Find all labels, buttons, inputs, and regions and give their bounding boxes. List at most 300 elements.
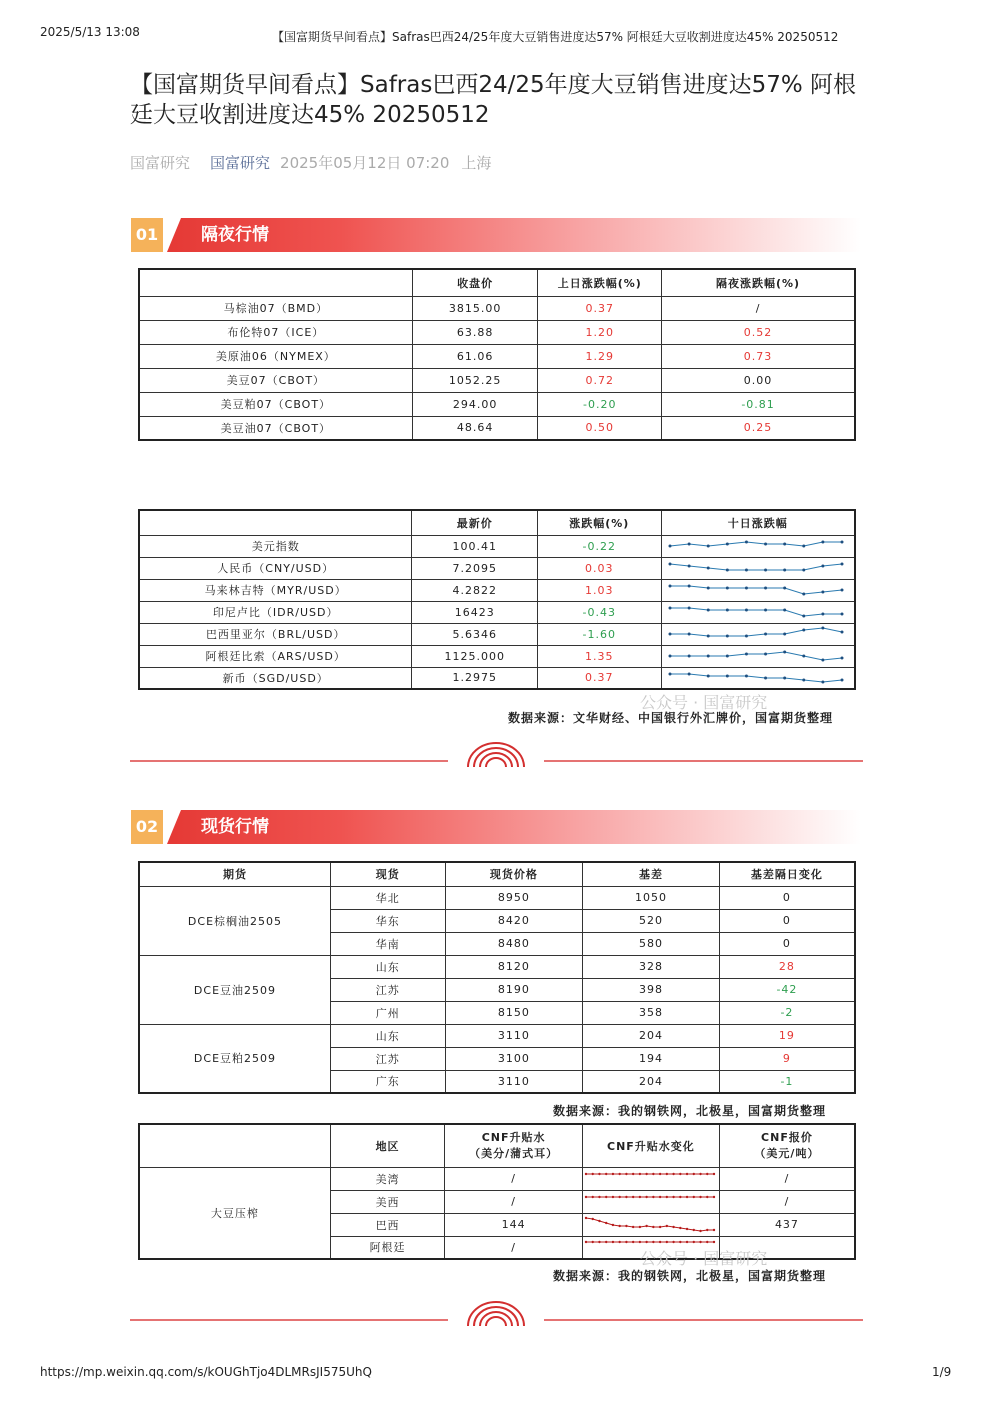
column-header: 现货价格 [445, 862, 583, 886]
sparkline-point [652, 1172, 654, 1174]
table-cell: / [445, 1236, 583, 1259]
print-datetime: 2025/5/13 13:08 [40, 25, 140, 39]
sparkline-point [821, 591, 824, 594]
table-cell: 144 [445, 1213, 583, 1236]
sparkline-point [598, 1241, 600, 1243]
table-row [139, 955, 855, 978]
sparkline-point [706, 587, 709, 590]
table-cell: 马来林吉特（MYR/USD） [139, 579, 412, 601]
table-cell: 16423 [412, 601, 538, 623]
cloud-ornament-icon [466, 1299, 526, 1327]
column-header [139, 510, 412, 535]
column-header: CNF报价 （美元/吨） [719, 1124, 855, 1167]
sparkline-point [666, 1195, 668, 1197]
table-cell: 8150 [445, 1001, 583, 1024]
table-cell: 398 [583, 978, 720, 1001]
sparkline-series [670, 586, 842, 594]
sparkline-point [725, 543, 728, 546]
sparkline-point [713, 1172, 715, 1174]
sparkline-point [764, 676, 767, 679]
watermark: 公众号 · 国富研究 [640, 1249, 768, 1268]
sparkline-point [725, 609, 728, 612]
sparkline-point [645, 1224, 647, 1226]
table-cell: 0.03 [538, 557, 661, 579]
sparkline-point [840, 657, 843, 660]
sparkline-point [706, 1228, 708, 1230]
sparkline-point [687, 633, 690, 636]
sparkline-point [713, 1195, 715, 1197]
table-row [139, 886, 855, 909]
sparkline-point [821, 627, 824, 630]
sparkline-series [670, 564, 842, 570]
table-cell: 0.50 [538, 416, 662, 440]
sparkline-point [699, 1229, 701, 1231]
table-cell: 1.03 [538, 579, 661, 601]
table-cell: 人民币（CNY/USD） [139, 557, 412, 579]
category-cell: 大豆压榨 [139, 1167, 330, 1259]
sparkline-point [699, 1195, 701, 1197]
sparkline-point [687, 565, 690, 568]
print-page-title: 【国富期货早间看点】Safras巴西24/25年度大豆销售进度达57% 阿根廷大豆收割进度达45% 20250512 [272, 30, 839, 44]
sparkline-point [783, 676, 786, 679]
sparkline-point [713, 1241, 715, 1243]
sparkline-point [802, 615, 805, 618]
sparkline-point [591, 1172, 593, 1174]
table-cell: 580 [583, 932, 720, 955]
table-row [139, 667, 855, 689]
sparkline-point [672, 1241, 674, 1243]
sparkline-point [706, 655, 709, 658]
sparkline [583, 1192, 717, 1212]
sparkline-point [632, 1172, 634, 1174]
sparkline-point [666, 1241, 668, 1243]
column-header: CNF升贴水变化 [582, 1124, 719, 1167]
sparkline-point [692, 1241, 694, 1243]
sparkline-point [605, 1172, 607, 1174]
table-cell: 0.37 [538, 667, 661, 689]
sparkline-point [706, 567, 709, 570]
table-cell: -0.20 [538, 392, 662, 416]
table-cell: / [445, 1167, 583, 1190]
sparkline-point [687, 607, 690, 610]
table-cell: 华南 [330, 932, 445, 955]
sparkline-point [764, 609, 767, 612]
sparkline-point [686, 1195, 688, 1197]
sparkline-point [598, 1172, 600, 1174]
sparkline-series [670, 674, 842, 682]
table-cell: 阿根廷比索（ARS/USD） [139, 645, 412, 667]
sparkline-point [585, 1241, 587, 1243]
sparkline-cell [661, 557, 855, 579]
sparkline-point [692, 1195, 694, 1197]
table-cell: 48.64 [412, 416, 538, 440]
table-cell: -42 [719, 978, 855, 1001]
sparkline-point [764, 653, 767, 656]
section-label: 隔夜行情 [201, 225, 269, 245]
section-header-spot [131, 810, 861, 844]
sparkline-point [639, 1241, 641, 1243]
sparkline-point [706, 609, 709, 612]
sparkline-point [687, 672, 690, 675]
table-row [139, 557, 855, 579]
table-cell: 1.35 [538, 645, 661, 667]
table-cell: 204 [583, 1070, 720, 1093]
sparkline-point [764, 587, 767, 590]
table-cell: 1.20 [538, 320, 662, 344]
table-cell: 294.00 [412, 392, 538, 416]
sparkline-point [639, 1225, 641, 1227]
sparkline-point [706, 1241, 708, 1243]
sparkline-point [652, 1225, 654, 1227]
table-cell: 8120 [445, 955, 583, 978]
sparkline-point [687, 585, 690, 588]
futures-contract-cell: DCE棕榈油2505 [139, 886, 330, 955]
sparkline-cell [582, 1190, 719, 1213]
column-header: 十日涨跌幅 [661, 510, 855, 535]
sparkline [662, 536, 850, 556]
sparkline-point [706, 635, 709, 638]
sparkline-point [744, 569, 747, 572]
data-source-note: 数据来源：我的钢铁网，北极星，国富期货整理 [553, 1269, 827, 1283]
table-cell: 华北 [330, 886, 445, 909]
data-source-note: 数据来源：文华财经、中国银行外汇牌价，国富期货整理 [508, 711, 834, 725]
article-title: 【国富期货早间看点】Safras巴西24/25年度大豆销售进度达57% 阿根廷大豆收割进度达45% 20250512 [130, 72, 857, 128]
sparkline-series [670, 628, 842, 636]
table-cell: / [719, 1167, 855, 1190]
sparkline-point [668, 563, 671, 566]
table-cell: 美西 [330, 1190, 445, 1213]
divider-line [544, 760, 863, 762]
table-cell: 5.6346 [412, 623, 538, 645]
table-cell: 广州 [330, 1001, 445, 1024]
table-row [139, 1167, 855, 1190]
sparkline-point [725, 635, 728, 638]
account-link[interactable]: 国富研究 [210, 154, 271, 172]
table-cell: 印尼卢比（IDR/USD） [139, 601, 412, 623]
sparkline [662, 668, 850, 688]
divider-line [544, 1319, 863, 1321]
sparkline-series [670, 542, 842, 546]
sparkline [662, 646, 850, 666]
sparkline-point [585, 1216, 587, 1218]
sparkline-point [725, 674, 728, 677]
table-cell: 4.2822 [412, 579, 538, 601]
sparkline-point [645, 1195, 647, 1197]
sparkline-point [666, 1172, 668, 1174]
table-row [139, 623, 855, 645]
sparkline-point [612, 1223, 614, 1225]
sparkline-point [625, 1195, 627, 1197]
table-cell: -0.43 [538, 601, 661, 623]
sparkline-point [821, 541, 824, 544]
sparkline-point [699, 1241, 701, 1243]
table-row [139, 344, 855, 368]
article-author: 国富研究 [130, 154, 191, 172]
table-cell: 8480 [445, 932, 583, 955]
table-cell: / [445, 1190, 583, 1213]
sparkline-point [744, 635, 747, 638]
table-cell: 广东 [330, 1070, 445, 1093]
sparkline-point [840, 541, 843, 544]
table-cell: 0 [719, 886, 855, 909]
table-cell: 0.72 [538, 368, 662, 392]
section-header-overnight [131, 218, 861, 252]
sparkline [662, 580, 850, 600]
sparkline-point [666, 1224, 668, 1226]
table-cell: 9 [719, 1047, 855, 1070]
sparkline-point [692, 1172, 694, 1174]
sparkline-point [706, 545, 709, 548]
sparkline-cell [661, 579, 855, 601]
table-cell: -1.60 [538, 623, 661, 645]
sparkline-point [632, 1241, 634, 1243]
column-header: 基差隔日变化 [719, 862, 855, 886]
sparkline-point [840, 631, 843, 634]
sparkline-point [618, 1172, 620, 1174]
futures-contract-cell: DCE豆油2509 [139, 955, 330, 1024]
table-cell: 204 [583, 1024, 720, 1047]
table-cell: 63.88 [412, 320, 538, 344]
spot-basis-table [138, 861, 856, 1094]
table-cell: 江苏 [330, 978, 445, 1001]
sparkline-point [605, 1221, 607, 1223]
sparkline [583, 1215, 717, 1235]
column-header: 最新价 [412, 510, 538, 535]
table-row [139, 535, 855, 557]
fx-table [138, 509, 856, 690]
sparkline-point [744, 587, 747, 590]
sparkline-point [585, 1195, 587, 1197]
sparkline [662, 624, 850, 644]
table-cell: 3815.00 [412, 296, 538, 320]
sparkline-point [672, 1225, 674, 1227]
table-cell: -2 [719, 1001, 855, 1024]
sparkline-point [612, 1241, 614, 1243]
publish-location: 上海 [461, 154, 492, 172]
table-cell: 1.29 [538, 344, 662, 368]
sparkline-point [821, 565, 824, 568]
table-cell: / [662, 296, 855, 320]
table-cell: 3110 [445, 1070, 583, 1093]
sparkline-point [821, 680, 824, 683]
table-cell: 8950 [445, 886, 583, 909]
column-header: 期货 [139, 862, 330, 886]
sparkline-cell [661, 601, 855, 623]
table-cell: 美豆油07（CBOT） [139, 416, 412, 440]
table-cell: 358 [583, 1001, 720, 1024]
table-cell: 巴西 [330, 1213, 445, 1236]
column-header: 收盘价 [412, 269, 538, 296]
table-cell: 美元指数 [139, 535, 412, 557]
table-row [139, 296, 855, 320]
sparkline-point [598, 1219, 600, 1221]
column-header: 隔夜涨跌幅(%) [662, 269, 855, 296]
sparkline-point [659, 1241, 661, 1243]
section-number: 02 [131, 810, 163, 844]
sparkline-point [687, 655, 690, 658]
table-cell: -0.22 [538, 535, 661, 557]
sparkline-point [591, 1241, 593, 1243]
table-cell: 0.52 [662, 320, 855, 344]
sparkline-point [802, 678, 805, 681]
table-cell: 美豆粕07（CBOT） [139, 392, 412, 416]
sparkline-point [612, 1195, 614, 1197]
sparkline-point [783, 651, 786, 654]
table-cell: 华东 [330, 909, 445, 932]
sparkline-point [618, 1195, 620, 1197]
table-cell: 山东 [330, 955, 445, 978]
sparkline-point [645, 1241, 647, 1243]
sparkline-point [598, 1195, 600, 1197]
sparkline-point [659, 1225, 661, 1227]
sparkline-point [625, 1172, 627, 1174]
table-cell: 520 [583, 909, 720, 932]
table-cell: 1052.25 [412, 368, 538, 392]
sparkline [583, 1169, 717, 1189]
sparkline-series [670, 608, 842, 616]
table-cell: 8190 [445, 978, 583, 1001]
sparkline-point [605, 1241, 607, 1243]
table-row [139, 579, 855, 601]
sparkline-series [586, 1218, 714, 1231]
sparkline-cell [582, 1167, 719, 1190]
table-cell: 8420 [445, 909, 583, 932]
sparkline-point [821, 613, 824, 616]
table-cell: 美湾 [330, 1167, 445, 1190]
sparkline-point [679, 1226, 681, 1228]
print-url[interactable]: https://mp.weixin.qq.com/s/kOUGhTjo4DLMRsJI575UhQ [40, 1365, 372, 1379]
sparkline-point [706, 674, 709, 677]
table-cell: 马棕油07（BMD） [139, 296, 412, 320]
table-cell: 0 [719, 932, 855, 955]
sparkline-point [672, 1195, 674, 1197]
sparkline-cell [661, 645, 855, 667]
table-cell: 江苏 [330, 1047, 445, 1070]
sparkline-point [699, 1172, 701, 1174]
sparkline-point [679, 1172, 681, 1174]
sparkline-point [840, 678, 843, 681]
publish-date: 2025年05月12日 07:20 [280, 154, 450, 172]
sparkline-point [783, 633, 786, 636]
sparkline-point [632, 1225, 634, 1227]
table-row [139, 416, 855, 440]
sparkline-point [668, 585, 671, 588]
sparkline-point [706, 1172, 708, 1174]
sparkline-point [659, 1195, 661, 1197]
cloud-ornament-icon [466, 740, 526, 768]
column-header: 涨跌幅(%) [538, 510, 661, 535]
sparkline-point [744, 653, 747, 656]
sparkline-point [725, 655, 728, 658]
table-cell: 3100 [445, 1047, 583, 1070]
article-meta [130, 152, 503, 173]
sparkline-point [672, 1172, 674, 1174]
column-header: 上日涨跌幅(%) [538, 269, 662, 296]
overnight-futures-table [138, 268, 856, 441]
sparkline-cell [661, 623, 855, 645]
table-cell: 美豆07（CBOT） [139, 368, 412, 392]
sparkline-point [744, 674, 747, 677]
sparkline-point [652, 1241, 654, 1243]
sparkline-point [764, 633, 767, 636]
table-cell: / [719, 1190, 855, 1213]
table-cell: 0.25 [662, 416, 855, 440]
sparkline-point [840, 589, 843, 592]
column-header: 基差 [583, 862, 720, 886]
divider-line [130, 1319, 448, 1321]
column-header [139, 269, 412, 296]
sparkline-point [668, 655, 671, 658]
sparkline-point [632, 1195, 634, 1197]
table-cell: 0.00 [662, 368, 855, 392]
sparkline-point [605, 1195, 607, 1197]
table-cell: 28 [719, 955, 855, 978]
column-header: 地区 [330, 1124, 445, 1167]
table-row [139, 645, 855, 667]
sparkline-point [652, 1195, 654, 1197]
data-source-note: 数据来源：我的钢铁网，北极星，国富期货整理 [553, 1104, 827, 1118]
table-row [139, 320, 855, 344]
table-cell: 19 [719, 1024, 855, 1047]
sparkline-cell [661, 667, 855, 689]
sparkline-point [744, 609, 747, 612]
divider-line [130, 760, 448, 762]
sparkline-point [686, 1227, 688, 1229]
table-cell: 0 [719, 909, 855, 932]
table-cell: -1 [719, 1070, 855, 1093]
table-row [139, 392, 855, 416]
sparkline-point [802, 655, 805, 658]
sparkline-point [764, 569, 767, 572]
table-cell: 巴西里亚尔（BRL/USD） [139, 623, 412, 645]
sparkline-point [725, 569, 728, 572]
table-cell: 7.2095 [412, 557, 538, 579]
sparkline-point [783, 569, 786, 572]
sparkline-point [802, 593, 805, 596]
sparkline-point [618, 1224, 620, 1226]
sparkline-point [706, 1195, 708, 1197]
table-cell: -0.81 [662, 392, 855, 416]
sparkline-point [783, 543, 786, 546]
table-cell: 0.37 [538, 296, 662, 320]
section-label: 现货行情 [201, 817, 269, 837]
sparkline-point [802, 569, 805, 572]
sparkline-point [668, 633, 671, 636]
sparkline-point [725, 587, 728, 590]
sparkline-point [783, 609, 786, 612]
sparkline-point [840, 613, 843, 616]
table-cell: 山东 [330, 1024, 445, 1047]
sparkline-point [679, 1195, 681, 1197]
print-page-number: 1/9 [932, 1365, 952, 1379]
sparkline-point [744, 541, 747, 544]
sparkline-series [670, 652, 842, 660]
column-header: 现货 [330, 862, 445, 886]
sparkline-point [821, 659, 824, 662]
sparkline-point [802, 545, 805, 548]
table-cell: 1125.000 [412, 645, 538, 667]
table-cell: 新币（SGD/USD） [139, 667, 412, 689]
table-cell: 437 [719, 1213, 855, 1236]
table-cell: 1.2975 [412, 667, 538, 689]
sparkline-point [645, 1172, 647, 1174]
section-number: 01 [131, 218, 163, 252]
table-cell: 61.06 [412, 344, 538, 368]
table-cell: 100.41 [412, 535, 538, 557]
sparkline-point [840, 563, 843, 566]
sparkline-point [692, 1228, 694, 1230]
table-cell: 1050 [583, 886, 720, 909]
